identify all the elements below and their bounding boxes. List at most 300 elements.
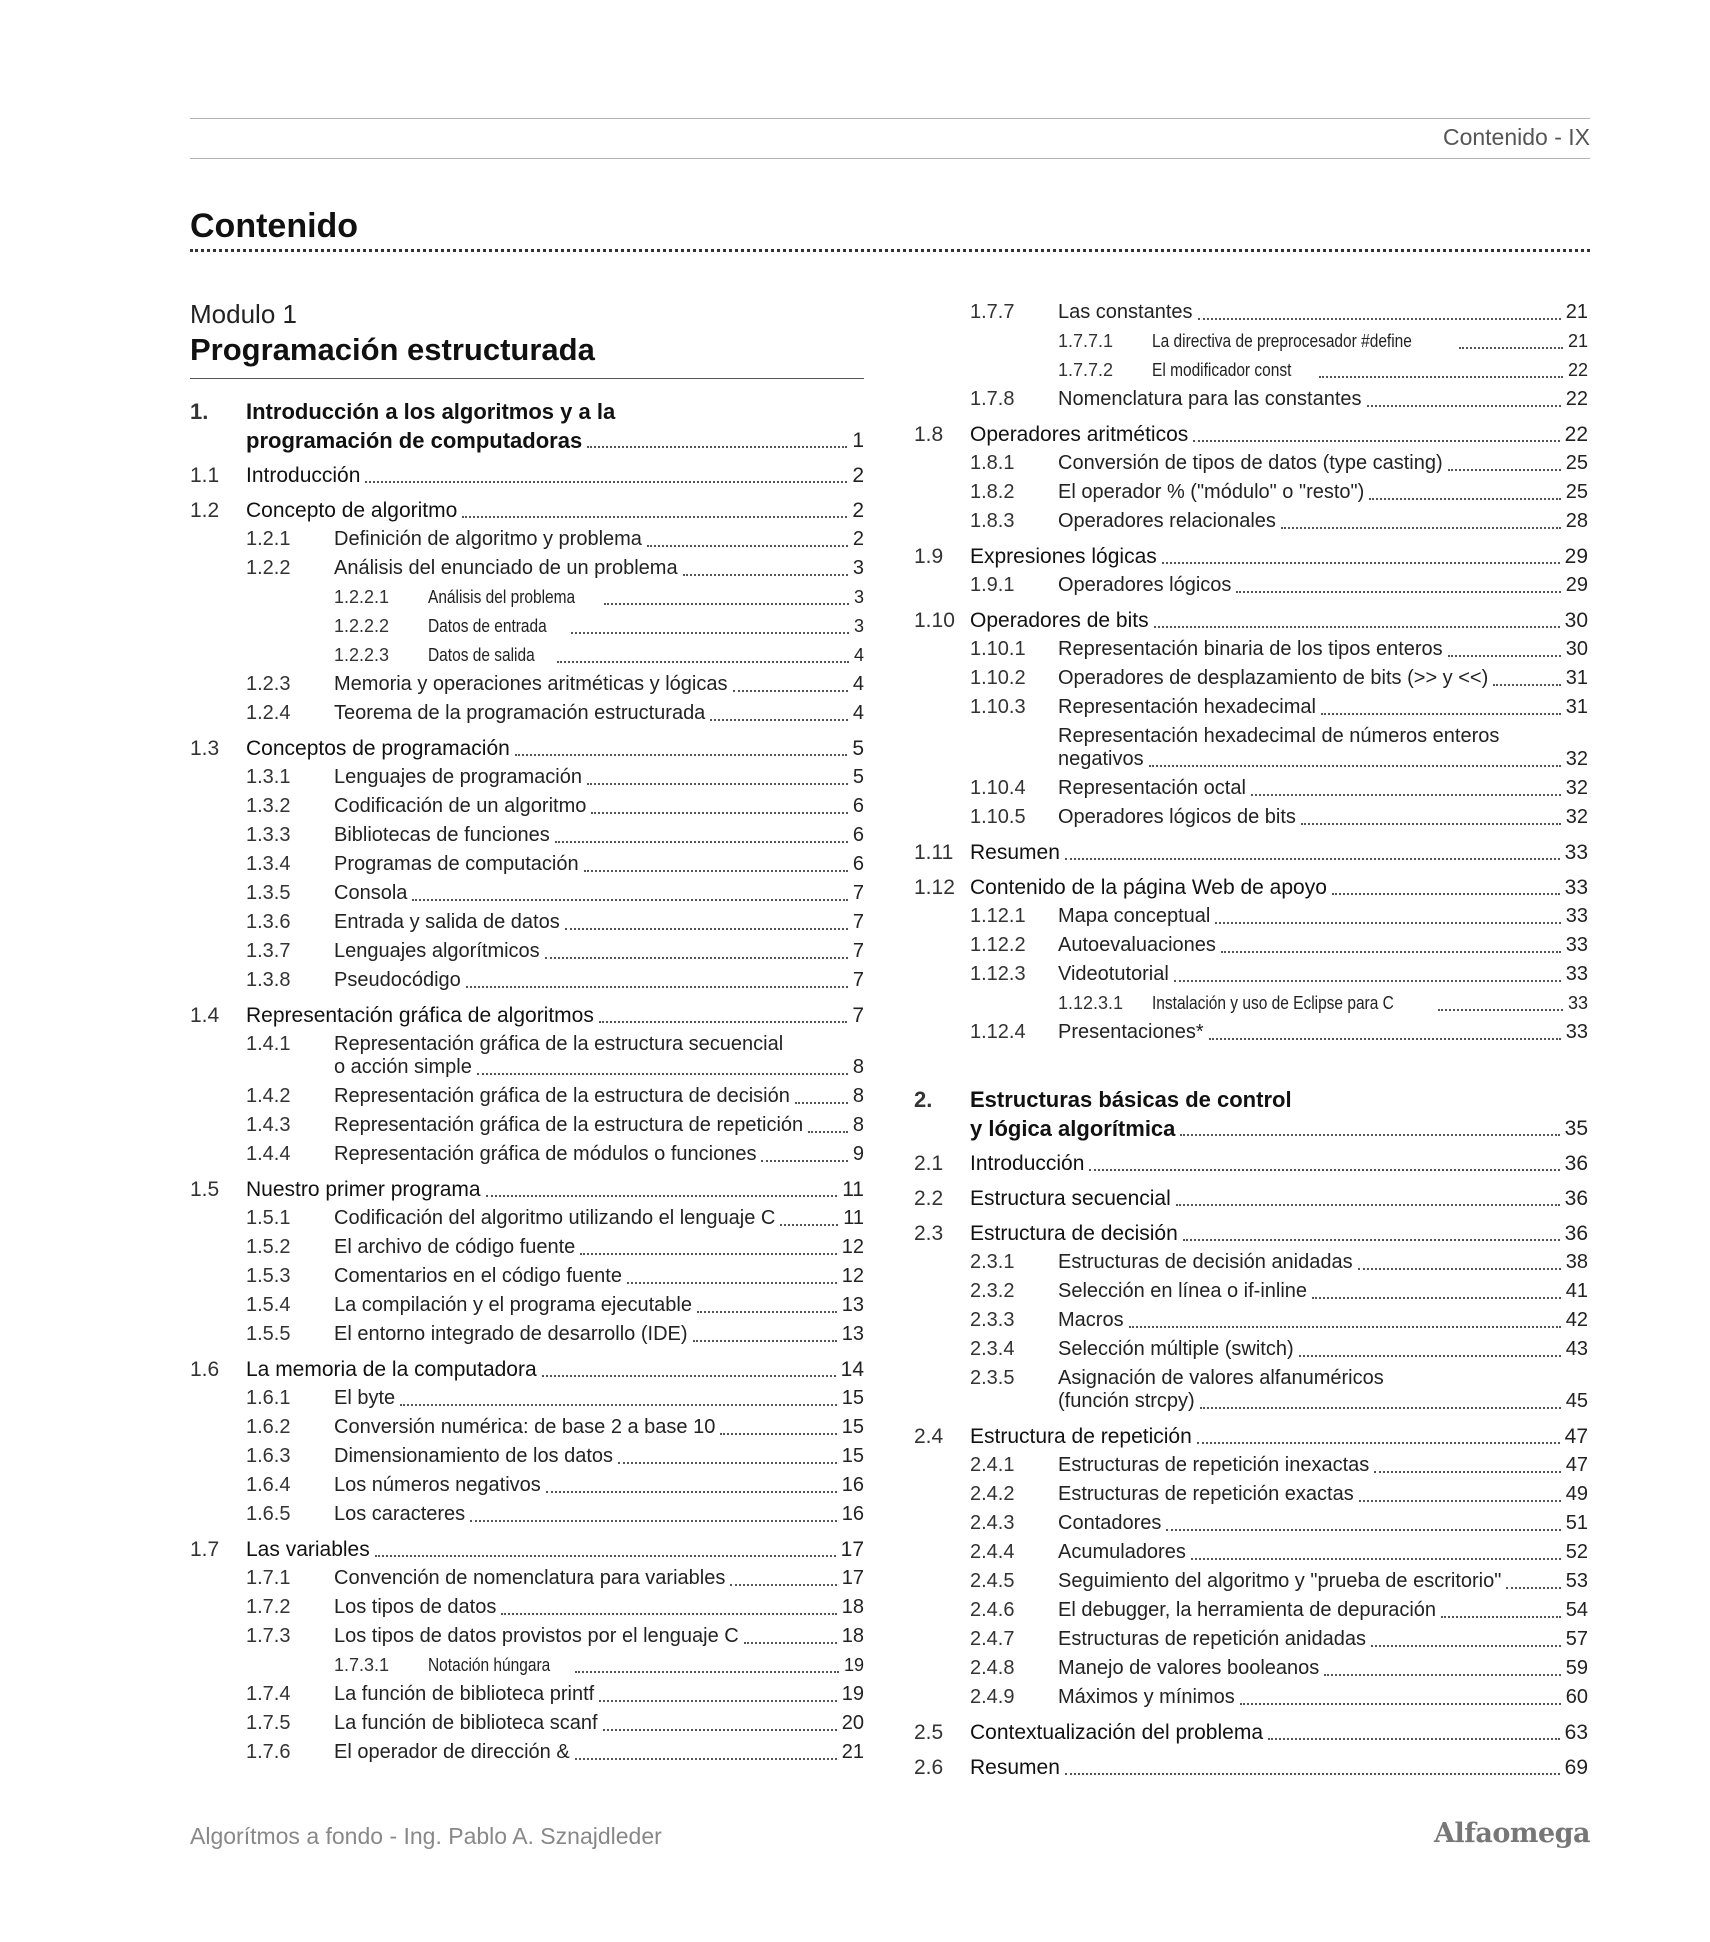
toc-entry[interactable] <box>190 821 864 850</box>
dot-leader <box>412 899 847 901</box>
entry-title: Conversión numérica: de base 2 a base 10 <box>334 1416 716 1438</box>
dot-leader <box>1441 1616 1561 1618</box>
toc-entry[interactable] <box>914 356 1588 385</box>
entry-number: 1.10.2 <box>970 667 1026 689</box>
toc-entry[interactable] <box>914 1335 1588 1364</box>
entry-number: 1.3.5 <box>246 882 291 904</box>
dot-leader <box>1154 626 1560 628</box>
dot-leader <box>1371 1645 1561 1647</box>
dot-leader <box>365 481 847 483</box>
entry-title: Teorema de la programación estructurada <box>334 702 706 724</box>
publisher-logo: Alfaomega <box>1434 1818 1590 1849</box>
entry-number: 1.9.1 <box>970 574 1015 596</box>
dot-leader <box>1209 1038 1561 1040</box>
entry-number: 1.2.2.2 <box>334 616 390 636</box>
entry-title: Representación binaria de los tipos enteros <box>1058 638 1443 660</box>
dot-leader <box>1493 684 1560 686</box>
toc-entry[interactable] <box>914 1184 1588 1213</box>
toc-entry[interactable] <box>914 664 1588 693</box>
entry-title: Bibliotecas de funciones <box>334 824 550 846</box>
toc-entry[interactable] <box>914 478 1588 507</box>
toc-entry[interactable] <box>914 571 1588 600</box>
entry-title: Los tipos de datos <box>334 1596 497 1618</box>
toc-entry[interactable] <box>190 1140 864 1169</box>
toc-entry[interactable] <box>190 908 864 937</box>
entry-number: 2.3.1 <box>970 1251 1015 1273</box>
toc-entry[interactable] <box>914 542 1588 571</box>
entry-page: 8 <box>852 1114 864 1136</box>
entry-title: Acumuladores <box>1058 1541 1186 1563</box>
dot-leader <box>555 841 848 843</box>
entry-page: 31 <box>1565 696 1588 718</box>
dot-leader <box>591 812 848 814</box>
entry-title: Estructuras básicas de control <box>970 1087 1292 1112</box>
dot-leader <box>720 1433 836 1435</box>
entry-page: 21 <box>841 1741 864 1763</box>
entry-number: 1.3.4 <box>246 853 291 875</box>
entry-number: 1.7.7 <box>970 301 1015 323</box>
entry-title: Operadores de desplazamiento de bits (>> y <<) <box>1058 667 1489 689</box>
entry-title: Codificación del algoritmo utilizando el lenguaje C <box>334 1207 776 1229</box>
entry-page: 12 <box>841 1236 864 1258</box>
entry-title: Introducción a los algoritmos y a la <box>246 399 616 424</box>
dot-leader <box>571 632 849 634</box>
toc-entry[interactable] <box>914 803 1588 832</box>
toc-entry[interactable] <box>914 507 1588 536</box>
dot-leader <box>587 446 847 448</box>
toc-entry[interactable] <box>190 1622 864 1651</box>
toc-chapter-line[interactable] <box>190 397 864 426</box>
toc-entry[interactable] <box>190 1593 864 1622</box>
dot-leader <box>710 719 848 721</box>
entry-number: 1.2.2.1 <box>334 587 390 607</box>
toc-entry[interactable] <box>190 763 864 792</box>
entry-page: 42 <box>1565 1309 1588 1331</box>
entry-page: 5 <box>852 737 864 760</box>
entry-number: 1.7.4 <box>246 1683 291 1705</box>
dot-leader <box>557 661 849 663</box>
toc-entry[interactable] <box>190 1680 864 1709</box>
dot-leader <box>1268 1738 1560 1740</box>
toc-entry[interactable] <box>190 1262 864 1291</box>
toc-entry[interactable] <box>914 838 1588 867</box>
toc-entry[interactable] <box>914 1683 1588 1712</box>
entry-title: (función strcpy) <box>1058 1390 1195 1412</box>
toc-entry[interactable] <box>190 966 864 995</box>
dot-leader <box>599 1700 837 1702</box>
entry-number: 1.7.2 <box>246 1596 291 1618</box>
entry-page: 49 <box>1565 1483 1588 1505</box>
toc-entry[interactable] <box>190 641 864 670</box>
toc-entry[interactable] <box>914 902 1588 931</box>
toc-entry[interactable] <box>190 1651 864 1680</box>
entry-number: 1.4 <box>190 1004 220 1027</box>
entry-title: Autoevaluaciones <box>1058 934 1216 956</box>
toc-entry[interactable] <box>914 1718 1588 1747</box>
entry-number: 2.3 <box>914 1222 944 1245</box>
entry-number: 1.6.4 <box>246 1474 291 1496</box>
dot-leader <box>761 1160 847 1162</box>
entry-title: Dimensionamiento de los datos <box>334 1445 614 1467</box>
entry-title: Contadores <box>1058 1512 1162 1534</box>
entry-title: Mapa conceptual <box>1058 905 1211 927</box>
toc-entry[interactable] <box>914 1509 1588 1538</box>
entry-title: Resumen <box>970 841 1060 864</box>
dot-leader <box>1180 1134 1559 1136</box>
entry-title: El modificador const <box>1152 360 1292 380</box>
toc-entry[interactable] <box>190 496 864 525</box>
toc-entry[interactable] <box>190 1564 864 1593</box>
toc-entry[interactable] <box>190 1442 864 1471</box>
toc-entry[interactable] <box>914 1149 1588 1178</box>
toc-chapter-line[interactable] <box>914 1085 1588 1114</box>
dot-leader <box>1149 765 1561 767</box>
toc-entry[interactable] <box>190 937 864 966</box>
entry-number: 1.4.1 <box>246 1033 291 1055</box>
entry-title: Lenguajes algorítmicos <box>334 940 540 962</box>
entry-title: El debugger, la herramienta de depuración <box>1058 1599 1437 1621</box>
entry-page: 36 <box>1564 1222 1588 1245</box>
toc-entry[interactable] <box>190 1291 864 1320</box>
toc-entry[interactable] <box>914 960 1588 989</box>
entry-title: Máximos y mínimos <box>1058 1686 1235 1708</box>
toc-entry[interactable] <box>190 670 864 699</box>
entry-page: 33 <box>1565 1021 1588 1043</box>
toc-entry[interactable] <box>190 1413 864 1442</box>
toc-entry[interactable] <box>190 1082 864 1111</box>
entry-title: Operadores aritméticos <box>970 423 1189 446</box>
toc-entry[interactable] <box>190 612 864 641</box>
entry-number: 1.3.8 <box>246 969 291 991</box>
entry-title: Representación gráfica de módulos o funciones <box>334 1143 757 1165</box>
toc-chapter-line[interactable] <box>190 426 864 455</box>
running-head: Contenido - IX <box>1442 124 1590 150</box>
entry-page: 7 <box>852 882 864 904</box>
toc-chapter-line[interactable] <box>914 1114 1588 1143</box>
entry-title: Videotutorial <box>1058 963 1169 985</box>
dot-leader <box>1089 1169 1559 1171</box>
entry-title: Programas de computación <box>334 853 579 875</box>
toc-entry[interactable] <box>190 1384 864 1413</box>
entry-number: 1.5.4 <box>246 1294 291 1316</box>
toc-entry[interactable] <box>914 873 1588 902</box>
dot-leader <box>1281 527 1561 529</box>
entry-number: 1.4.3 <box>246 1114 291 1136</box>
entry-title: Selección múltiple (switch) <box>1058 1338 1294 1360</box>
dot-leader <box>603 1729 837 1731</box>
entry-page: 3 <box>853 616 864 636</box>
entry-number: 1. <box>190 399 209 424</box>
entry-page: 15 <box>841 1416 864 1438</box>
dot-leader <box>545 957 848 959</box>
toc-entry[interactable] <box>914 420 1588 449</box>
entry-title: Nuestro primer programa <box>246 1178 481 1201</box>
dot-leader <box>1358 1268 1561 1270</box>
dot-leader <box>1176 1204 1560 1206</box>
entry-title: Operadores lógicos <box>1058 574 1232 596</box>
toc-entry[interactable] <box>914 1596 1588 1625</box>
toc-entry[interactable] <box>914 1451 1588 1480</box>
entry-number: 1.2.2.3 <box>334 645 390 665</box>
entry-page: 53 <box>1565 1570 1588 1592</box>
dot-leader <box>1174 980 1561 982</box>
entry-title: Lenguajes de programación <box>334 766 582 788</box>
toc-entry[interactable] <box>914 298 1588 327</box>
dot-leader <box>1438 1009 1563 1011</box>
entry-title: Representación gráfica de algoritmos <box>246 1004 594 1027</box>
entry-number: 1.2.4 <box>246 702 291 724</box>
dot-leader <box>1065 858 1560 860</box>
entry-number: 1.10.4 <box>970 777 1026 799</box>
dot-leader <box>1129 1326 1561 1328</box>
toc-entry[interactable] <box>190 1500 864 1529</box>
entry-number: 1.7.1 <box>246 1567 291 1589</box>
toc-entry[interactable] <box>914 1480 1588 1509</box>
entry-title: Datos de entrada <box>428 616 547 636</box>
entry-page: 25 <box>1565 452 1588 474</box>
toc-entry[interactable] <box>190 1111 864 1140</box>
entry-number: 1.9 <box>914 545 944 568</box>
toc-entry[interactable] <box>190 1738 864 1767</box>
entry-title: Los caracteres <box>334 1503 466 1525</box>
dot-leader <box>542 1375 836 1377</box>
entry-number: 1.6.5 <box>246 1503 291 1525</box>
entry-page: 20 <box>841 1712 864 1734</box>
entry-title: Representación gráfica de la estructura de repetición <box>334 1114 804 1136</box>
toc-entry[interactable] <box>190 583 864 612</box>
entry-page: 32 <box>1565 748 1588 770</box>
dot-leader <box>599 1021 847 1023</box>
toc-entry[interactable] <box>914 327 1588 356</box>
entry-page: 11 <box>843 1207 864 1229</box>
entry-page: 30 <box>1564 609 1588 632</box>
toc-entry[interactable] <box>190 734 864 763</box>
dot-leader <box>1215 922 1560 924</box>
toc-entry[interactable] <box>190 879 864 908</box>
entry-title: El archivo de código fuente <box>334 1236 576 1258</box>
toc-entry[interactable] <box>914 635 1588 664</box>
toc-entry[interactable] <box>190 1355 864 1384</box>
toc-entry[interactable] <box>190 1001 864 1030</box>
entry-page: 12 <box>841 1265 864 1287</box>
toc-entry[interactable] <box>190 525 864 554</box>
entry-page: 9 <box>852 1143 864 1165</box>
entry-page: 33 <box>1564 876 1588 899</box>
entry-number: 2.3.2 <box>970 1280 1015 1302</box>
toc-entry[interactable] <box>914 989 1588 1018</box>
entry-page: 29 <box>1564 545 1588 568</box>
toc-entry[interactable] <box>914 1248 1588 1277</box>
toc-entry[interactable] <box>914 1018 1588 1047</box>
dot-leader <box>795 1102 848 1104</box>
dot-leader <box>400 1404 837 1406</box>
toc-entry[interactable] <box>914 1219 1588 1248</box>
entry-number: 1.5.2 <box>246 1236 291 1258</box>
entry-title: Estructura secuencial <box>970 1187 1171 1210</box>
entry-number: 1.10.5 <box>970 806 1026 828</box>
entry-page: 11 <box>842 1178 864 1201</box>
dot-leader <box>1359 1500 1561 1502</box>
toc-entry[interactable] <box>190 850 864 879</box>
entry-page: 6 <box>852 795 864 817</box>
dot-leader <box>730 1584 836 1586</box>
entry-number: 2.4.4 <box>970 1541 1015 1563</box>
toc-entry[interactable] <box>190 1320 864 1349</box>
toc-entry[interactable] <box>190 1535 864 1564</box>
entry-page: 7 <box>852 940 864 962</box>
entry-title: Comentarios en el código fuente <box>334 1265 622 1287</box>
dot-leader <box>733 690 848 692</box>
entry-page: 1 <box>852 429 864 452</box>
dot-leader <box>618 1462 837 1464</box>
dot-leader <box>604 603 849 605</box>
entry-page: 21 <box>1567 331 1588 351</box>
toc-entry[interactable] <box>914 1753 1588 1782</box>
entry-title: Definición de algoritmo y problema <box>334 528 642 550</box>
toc-entry[interactable] <box>914 693 1588 722</box>
toc-entry[interactable] <box>190 792 864 821</box>
entry-page: 8 <box>852 1056 864 1078</box>
entry-page: 43 <box>1565 1338 1588 1360</box>
entry-title: o acción simple <box>334 1056 472 1078</box>
toc-entry[interactable] <box>190 1233 864 1262</box>
toc-entry[interactable] <box>190 1709 864 1738</box>
entry-page: 33 <box>1565 934 1588 956</box>
entry-number: 2.4.5 <box>970 1570 1015 1592</box>
toc-entry[interactable] <box>914 449 1588 478</box>
entry-number: 1.12 <box>914 876 955 899</box>
entry-number: 2.5 <box>914 1721 944 1744</box>
dot-leader <box>1197 1442 1560 1444</box>
dot-leader <box>580 1253 836 1255</box>
entry-page: 7 <box>852 1004 864 1027</box>
entry-number: 1.7.6 <box>246 1741 291 1763</box>
entry-page: 8 <box>852 1085 864 1107</box>
toc-entry[interactable] <box>914 1538 1588 1567</box>
entry-title: Datos de salida <box>428 645 535 665</box>
toc-entry[interactable] <box>914 606 1588 635</box>
dot-leader <box>462 516 847 518</box>
entry-title: La función de biblioteca printf <box>334 1683 595 1705</box>
entry-title: Estructuras de decisión anidadas <box>1058 1251 1353 1273</box>
entry-page: 63 <box>1564 1721 1588 1744</box>
entry-number: 1.7.3.1 <box>334 1655 390 1675</box>
entry-number: 1.5 <box>190 1178 220 1201</box>
entry-number: 1.3.2 <box>246 795 291 817</box>
toc-entry[interactable] <box>914 1422 1588 1451</box>
entry-page: 13 <box>841 1323 864 1345</box>
dot-leader <box>575 1758 837 1760</box>
dot-leader <box>1191 1558 1561 1560</box>
entry-page: 7 <box>852 969 864 991</box>
toc-column-left <box>190 298 864 1767</box>
entry-title: Asignación de valores alfanuméricos <box>1058 1367 1384 1389</box>
entry-page: 36 <box>1564 1187 1588 1210</box>
dot-leader <box>1251 794 1561 796</box>
dot-leader <box>375 1555 836 1557</box>
entry-title: Macros <box>1058 1309 1124 1331</box>
toc-entry[interactable] <box>190 1471 864 1500</box>
entry-title: Operadores relacionales <box>1058 510 1276 532</box>
entry-title: Instalación y uso de Eclipse para C <box>1152 993 1394 1013</box>
toc-entry[interactable] <box>914 931 1588 960</box>
entry-title: Representación hexadecimal de números enteros <box>1058 725 1500 747</box>
dot-leader <box>546 1491 837 1493</box>
entry-page: 45 <box>1565 1390 1588 1412</box>
dot-leader <box>1448 655 1561 657</box>
entry-title: La memoria de la computadora <box>246 1358 537 1381</box>
entry-title: Representación gráfica de la estructura secuencial <box>334 1033 784 1055</box>
toc-entry[interactable] <box>190 554 864 583</box>
toc-entry[interactable] <box>190 1204 864 1233</box>
entry-number: 1.7.5 <box>246 1712 291 1734</box>
toc-entry[interactable] <box>914 1654 1588 1683</box>
entry-page: 41 <box>1565 1280 1588 1302</box>
entry-title: La función de biblioteca scanf <box>334 1712 598 1734</box>
toc-entry[interactable] <box>190 699 864 728</box>
title-dotted-rule <box>190 249 1590 252</box>
entry-number: 1.12.4 <box>970 1021 1026 1043</box>
entry-page: 6 <box>852 853 864 875</box>
toc-entry[interactable] <box>914 385 1588 414</box>
entry-page: 60 <box>1565 1686 1588 1708</box>
entry-number: 1.11 <box>914 841 954 864</box>
dot-leader <box>1200 1407 1561 1409</box>
entry-page: 69 <box>1564 1756 1588 1779</box>
dot-leader <box>1240 1703 1561 1705</box>
entry-number: 1.12.3 <box>970 963 1026 985</box>
dot-leader <box>1459 347 1563 349</box>
toc-entry[interactable] <box>914 1277 1588 1306</box>
entry-number: 1.2.1 <box>246 528 291 550</box>
entry-page: 51 <box>1565 1512 1588 1534</box>
entry-title: Contenido de la página Web de apoyo <box>970 876 1327 899</box>
dot-leader <box>584 870 848 872</box>
dot-leader <box>1221 951 1561 953</box>
dot-leader <box>697 1311 837 1313</box>
dot-leader <box>744 1642 837 1644</box>
dot-leader <box>1065 1773 1560 1775</box>
toc-entry[interactable] <box>914 1306 1588 1335</box>
toc-entry[interactable] <box>190 461 864 490</box>
entry-title: y lógica algorítmica <box>970 1116 1176 1141</box>
dot-leader <box>1448 469 1561 471</box>
dot-leader <box>1183 1239 1560 1241</box>
toc-entry[interactable] <box>190 1175 864 1204</box>
entry-number: 1.12.2 <box>970 934 1026 956</box>
entry-page: 3 <box>853 587 864 607</box>
entry-title: Introducción <box>970 1152 1085 1175</box>
toc-chapter-entry[interactable] <box>914 1085 1588 1143</box>
entry-number: 1.8.1 <box>970 452 1015 474</box>
dot-leader <box>477 1073 848 1075</box>
entry-page: 54 <box>1565 1599 1588 1621</box>
entry-number: 2.1 <box>914 1152 944 1175</box>
entry-page: 5 <box>852 766 864 788</box>
toc-entry[interactable] <box>914 1625 1588 1654</box>
toc-entry[interactable] <box>914 1567 1588 1596</box>
toc-entry[interactable] <box>914 774 1588 803</box>
dot-leader <box>683 574 848 576</box>
toc-chapter-entry[interactable] <box>190 397 864 455</box>
entry-title: La compilación y el programa ejecutable <box>334 1294 692 1316</box>
entry-title: Estructuras de repetición anidadas <box>1058 1628 1366 1650</box>
toc-entry[interactable] <box>190 1030 864 1059</box>
entry-number: 2.4.9 <box>970 1686 1015 1708</box>
entry-page: 15 <box>841 1387 864 1409</box>
dot-leader <box>1193 440 1559 442</box>
entry-number: 1.2.2 <box>246 557 291 579</box>
